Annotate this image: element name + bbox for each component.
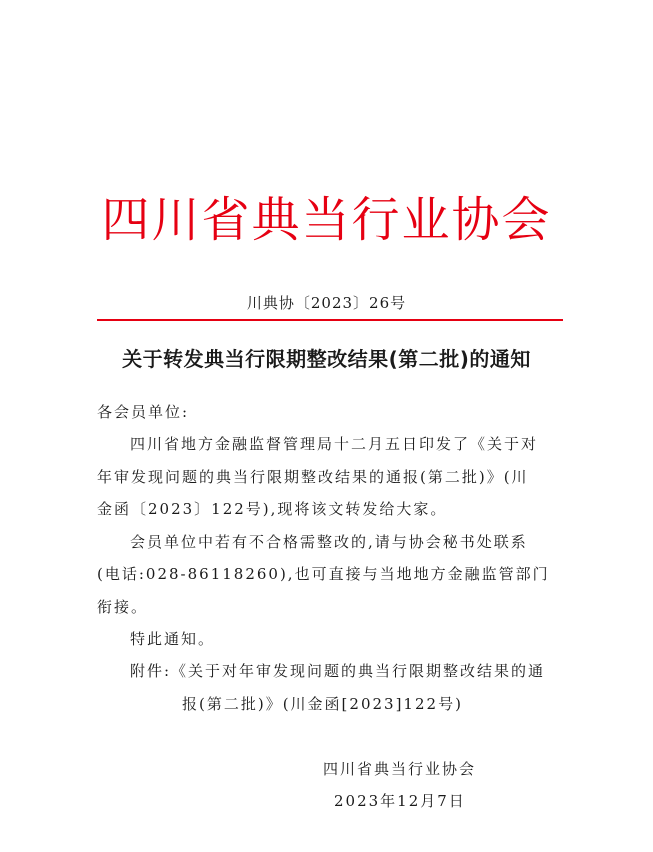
paragraph-2-line-2: (电话:028-86118260),也可直接与当地地方金融监管部门 (97, 565, 550, 583)
paragraph-1-line-2: 年审发现问题的典当行限期整改结果的通报(第二批)》(川 (97, 468, 529, 486)
signature-date: 2023年12月7日 (334, 792, 466, 810)
attachment-line-1: 附件:《关于对年审发现问题的典当行限期整改结果的通 (130, 662, 546, 680)
paragraph-2-line-1: 会员单位中若有不合格需整改的,请与协会秘书处联系 (130, 533, 528, 551)
paragraph-1-line-1: 四川省地方金融监督管理局十二月五日印发了《关于对 (130, 435, 539, 453)
paragraph-1-line-3: 金函〔2023〕122号),现将该文转发给大家。 (97, 500, 448, 518)
letterhead-org-name: 四川省典当行业协会 (101, 192, 552, 248)
salutation: 各会员单位: (97, 403, 190, 421)
document-number: 川典协〔2023〕26号 (246, 294, 407, 312)
attachment-line-2: 报(第二批)》(川金函[2023]122号) (182, 695, 463, 713)
signature-org: 四川省典当行业协会 (323, 760, 477, 778)
paragraph-2-line-3: 衔接。 (97, 598, 149, 616)
letterhead-divider (97, 319, 563, 321)
closing-line: 特此通知。 (130, 630, 216, 648)
notice-title: 关于转发典当行限期整改结果(第二批)的通知 (122, 347, 531, 371)
